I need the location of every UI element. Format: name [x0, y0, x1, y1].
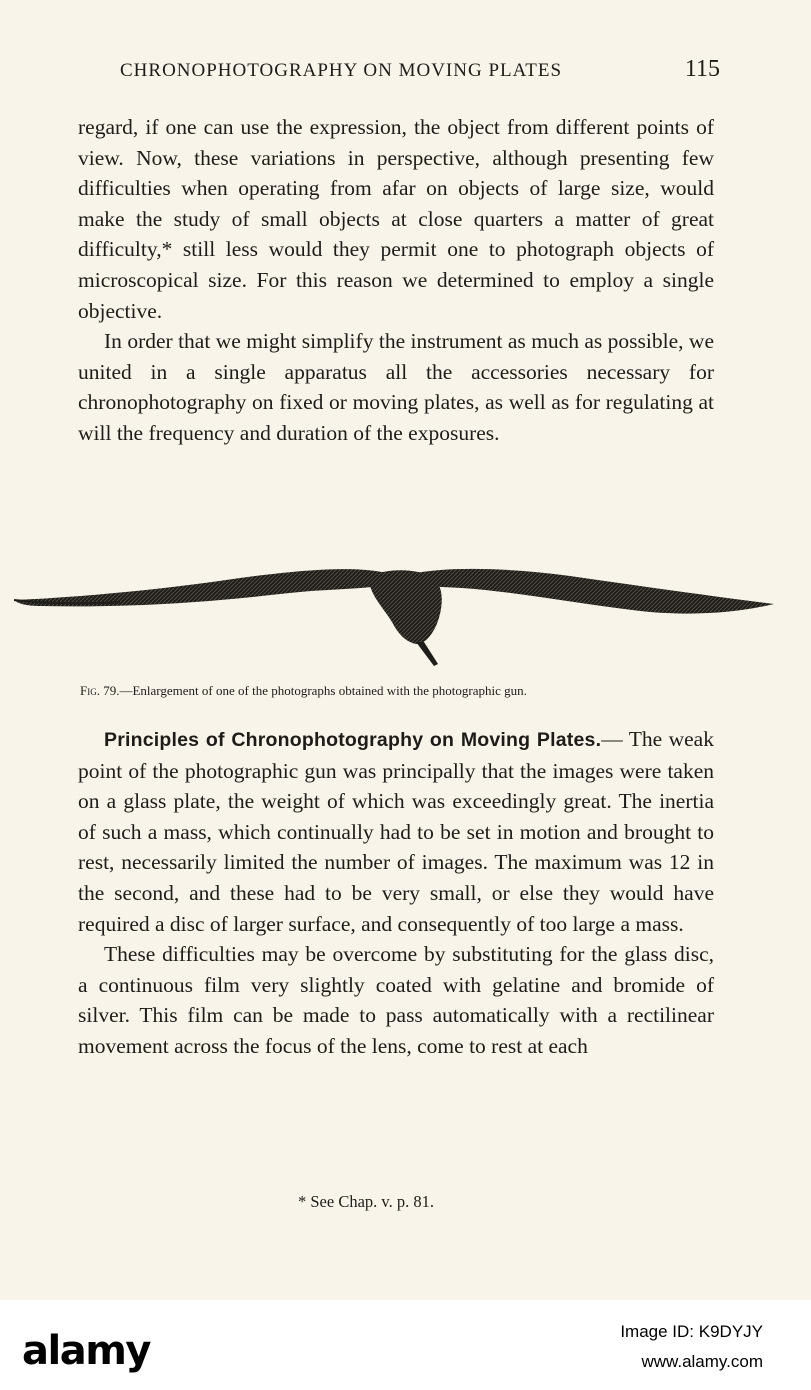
image-id: Image ID: K9DYJY	[620, 1322, 763, 1341]
caption-text: —Enlargement of one of the photographs obtained with the photographic gun.	[119, 683, 527, 698]
stock-photo-footer	[0, 1300, 811, 1390]
paragraph: These difficulties may be overcome by substituting for the glass disc, a continuous film very slightly coated with gelatine and bromide of silver. This film can be made to pass automatically with a rectilinear movement across the focus of the lens, come to rest at each	[78, 942, 714, 1058]
body-text-bottom	[78, 724, 714, 1062]
heading-dash: —	[601, 727, 623, 751]
footnote: * See Chap. v. p. 81.	[298, 1192, 434, 1211]
paragraph: The weak point of the photographic gun was principally that the images were taken on a glass plate, the weight of which was exceedingly great. The inertia of such a mass, which continually had to be set in motion and brought to rest, necessarily limited the number of images. The maximum was 12 in the second, and these had to be very small, or else they would have required a disc of larger surface, and consequently of too large a mass.	[78, 727, 714, 936]
site-url: www.alamy.com	[641, 1352, 763, 1371]
section-paragraph	[78, 724, 714, 939]
body-text-top	[78, 112, 714, 449]
page-number: 115	[684, 56, 720, 82]
figure-caption	[80, 683, 730, 699]
bird-photograph-figure	[10, 560, 780, 670]
brand-logo: alamy	[22, 1328, 150, 1374]
flying-bird-silhouette	[10, 560, 780, 670]
paragraph: regard, if one can use the expression, the object from different points of view. Now, these variations in perspective, although presenting few difficulties when operating from afar on objects of large size, would make the study of small objects at close quarters a matter of great difficulty,* still less would they permit one to photograph objects of microscopical size. For this reason we determined to employ a single objective.	[78, 115, 714, 323]
paragraph: In order that we might simplify the instrument as much as possible, we united in a single apparatus all the accessories necessary for chronophotography on fixed or moving plates, as well as for regulating at will the frequency and duration of the exposures.	[78, 329, 714, 445]
running-head	[120, 56, 720, 90]
running-title: CHRONOPHOTOGRAPHY ON MOVING PLATES	[120, 60, 563, 81]
section-heading: Principles of Chronophotography on Moving Plates.	[104, 729, 602, 751]
figure-label: Fig. 79.	[80, 683, 120, 698]
